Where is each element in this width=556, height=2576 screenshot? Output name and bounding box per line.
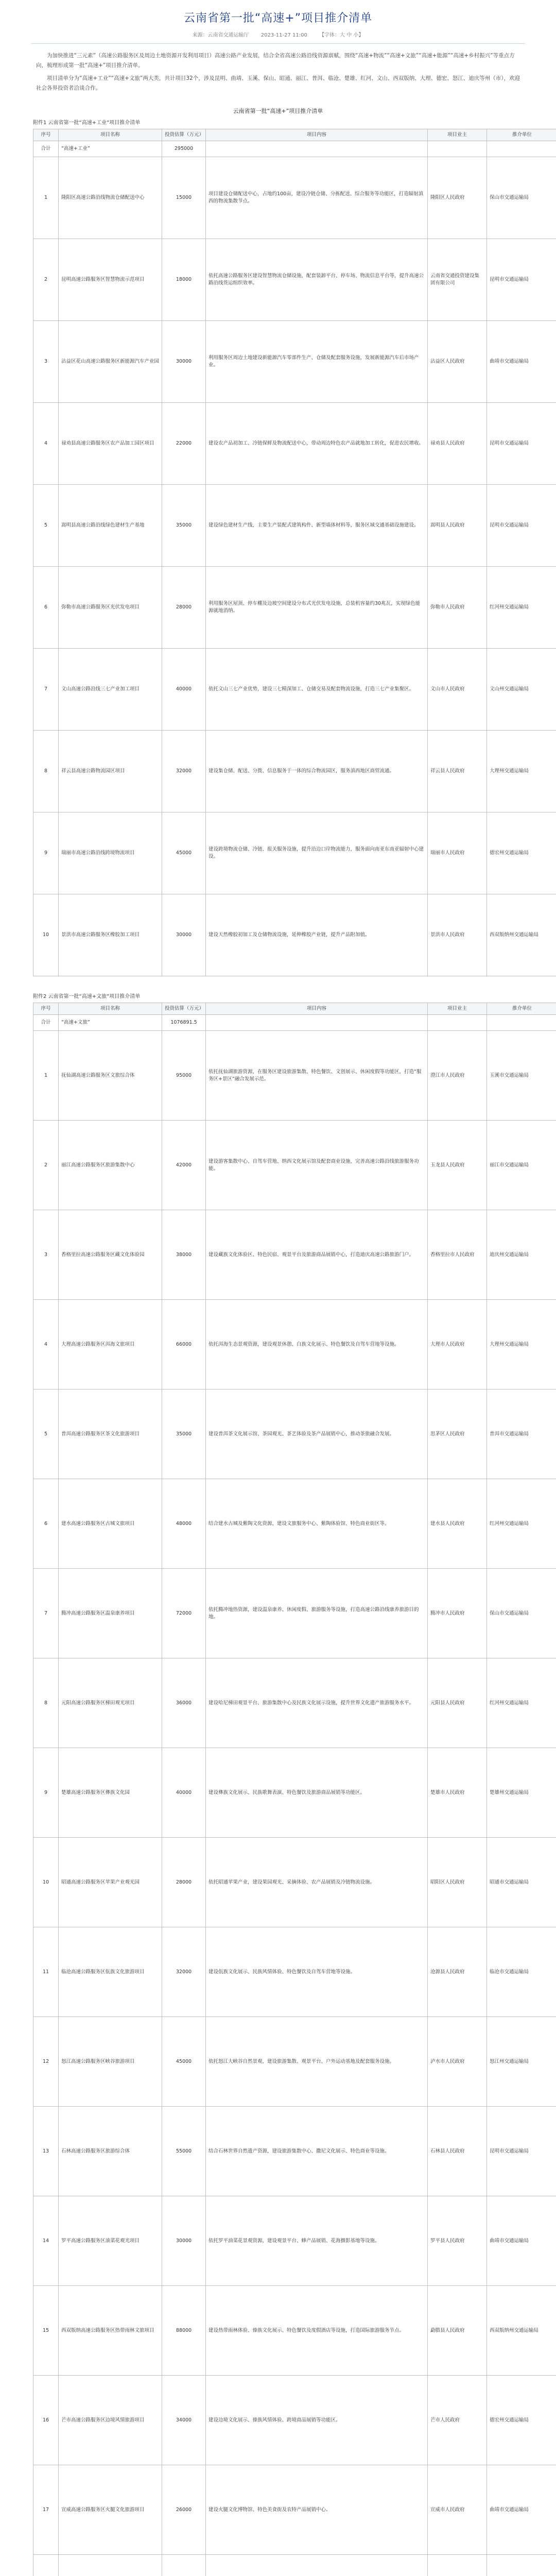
project-table-tourism (33, 1003, 556, 2576)
row-investment: 28000 (162, 1838, 206, 1927)
row-owner: 泸水市人民政府 (428, 2017, 487, 2107)
row-no: 4 (33, 403, 59, 485)
row-investment: 35000 (162, 1389, 206, 1479)
row-investment: 45000 (162, 812, 206, 894)
table-row (33, 1479, 556, 1569)
row-content: 建设彝族文化展示、民族歌舞表演、特色餐饮及旅游商品展销等功能区。 (206, 1748, 428, 1838)
row-investment: 40000 (162, 649, 206, 731)
row-unit (487, 2555, 556, 2576)
row-no: 12 (33, 2017, 59, 2107)
row-no: 11 (33, 1927, 59, 2017)
row-investment (162, 2555, 206, 2576)
row-content: 建设普洱茶文化展示馆、茶园观光、茶艺体验及茶产品展销中心，推动茶旅融合发展。 (206, 1389, 428, 1479)
row-owner: 石林县人民政府 (428, 2107, 487, 2196)
row-content: 依托怒江大峡谷自然景观，建设旅游集散、观景平台、户外运动基地及配套服务设施。 (206, 2017, 428, 2107)
header-owner: 项目业主 (428, 129, 487, 141)
row-name: 瑞丽市高速公路沿线跨境物流项目 (59, 812, 162, 894)
row-no: 2 (33, 1121, 59, 1210)
row-no: 6 (33, 1479, 59, 1569)
table-row (33, 321, 556, 403)
page-title: 云南省第一批“高速+”项目推介清单 (183, 12, 373, 25)
row-owner: 瑞丽市人民政府 (428, 812, 487, 894)
row-name: 石林高速公路服务区旅游综合体 (59, 2107, 162, 2196)
summary-category: “高速+文旅” (59, 1015, 162, 1031)
table2-label: 附件2 云南省第一批“高速+文旅”项目推介清单 (33, 994, 141, 999)
row-no: 4 (33, 1300, 59, 1389)
row-unit: 昆明市交通运输局 (487, 239, 556, 321)
row-investment: 15000 (162, 157, 206, 239)
row-unit: 昆明市交通运输局 (487, 403, 556, 485)
row-name: 大理高速公路服务区洱海文旅项目 (59, 1300, 162, 1389)
row-unit: 普洱市交通运输局 (487, 1389, 556, 1479)
row-unit: 曲靖市交通运输局 (487, 2196, 556, 2286)
table-row (33, 1121, 556, 1210)
row-owner: 沾益区人民政府 (428, 321, 487, 403)
row-unit: 西双版纳州交通运输局 (487, 2286, 556, 2376)
row-no: 17 (33, 2465, 59, 2555)
row-owner: 弥勒市人民政府 (428, 567, 487, 649)
row-owner (428, 2555, 487, 2576)
row-name: 香格里拉高速公路服务区藏文化体验园 (59, 1210, 162, 1300)
row-name: 禄劝县高速公路服务区农产品加工园区项目 (59, 403, 162, 485)
row-name: 祥云县高速公路物流园区项目 (59, 731, 162, 812)
table-row (33, 1300, 556, 1389)
row-no: 15 (33, 2286, 59, 2376)
row-name: 西双版纳高速公路服务区热带雨林文旅项目 (59, 2286, 162, 2376)
row-name: 腾冲高速公路服务区温泉康养项目 (59, 1569, 162, 1658)
row-investment: 32000 (162, 1927, 206, 2017)
row-content: 依托高速公路服务区建设智慧物流仓储设施，配套装卸平台、停车场、物流信息平台等，提升高速公路沿线货运组织效率。 (206, 239, 428, 321)
row-investment: 40000 (162, 1748, 206, 1838)
table-row (33, 403, 556, 485)
row-content: 利用服务区周边土地建设新能源汽车零部件生产、仓储及配套服务设施，发展新能源汽车后市场产业。 (206, 321, 428, 403)
row-investment: 34000 (162, 2376, 206, 2465)
table-row (33, 649, 556, 731)
row-investment: 88000 (162, 2286, 206, 2376)
row-name: 宣威高速公路服务区火腿文化旅游项目 (59, 2465, 162, 2555)
row-unit: 昭通市交通运输局 (487, 1838, 556, 1927)
row-investment: 30000 (162, 321, 206, 403)
header-content: 项目内容 (206, 1003, 428, 1015)
row-content: 建设游客集散中心、自驾车营地、纳西文化展示馆及配套商业设施，完善高速公路沿线旅游服务功能。 (206, 1121, 428, 1210)
row-owner: 思茅区人民政府 (428, 1389, 487, 1479)
intro-paragraph: 为加快推进“三元素”（高速公路服务区及周边土地资源开发利用项目）高速公路产业发展，结合全省高速公路沿线资源禀赋，围绕“高速+物流”“高速+文旅”“高速+能源”“高速+乡村振兴”等重点方向，梳理形成第一批“高速+”项目推介清单。 (36, 53, 515, 69)
row-owner: 芒市人民政府 (428, 2376, 487, 2465)
row-investment: 18000 (162, 239, 206, 321)
row-no: 3 (33, 321, 59, 403)
row-name: 文山高速公路沿线三七产业加工项目 (59, 649, 162, 731)
row-unit: 红河州交通运输局 (487, 1479, 556, 1569)
header-name: 项目名称 (59, 129, 162, 141)
article-meta (0, 30, 556, 38)
intro-paragraph: 项目清单分为“高速+工业”“高速+文旅”两大类，共计项目32个，涉及昆明、曲靖、玉溪、保山、昭通、丽江、普洱、临沧、楚雄、红河、文山、西双版纳、大理、德宏、怒江、迪庆等州（市），欢迎社会各界投资者洽谈合作。 (36, 75, 520, 91)
row-content: 建设边境文化展示、傣族风情体验、跨境商品展销等功能区。 (206, 2376, 428, 2465)
header-content: 项目内容 (206, 129, 428, 141)
row-content: 建设火腿文化博物馆、特色美食街及农特产品展销中心。 (206, 2465, 428, 2555)
row-name: 昆明高速公路服务区智慧物流示范项目 (59, 239, 162, 321)
row-unit: 文山州交通运输局 (487, 649, 556, 731)
row-unit: 迪庆州交通运输局 (487, 1210, 556, 1300)
row-content: 依托昭通苹果产业，建设果园观光、采摘体验、农产品展销及冷链物流设施。 (206, 1838, 428, 1927)
row-no: 5 (33, 485, 59, 567)
row-name: 普洱高速公路服务区茶文化旅游项目 (59, 1389, 162, 1479)
table-row (33, 1748, 556, 1838)
row-owner: 禄劝县人民政府 (428, 403, 487, 485)
row-no: 10 (33, 1838, 59, 1927)
header-unit: 推介单位 (487, 129, 556, 141)
row-owner: 隆阳区人民政府 (428, 157, 487, 239)
row-investment: 30000 (162, 894, 206, 976)
row-owner: 腾冲市人民政府 (428, 1569, 487, 1658)
row-content: 结合石林世界自然遗产资源，建设旅游集散中心、撒尼文化展示、特色商业等设施。 (206, 2107, 428, 2196)
row-owner: 建水县人民政府 (428, 1479, 487, 1569)
header-owner: 项目业主 (428, 1003, 487, 1015)
row-investment: 55000 (162, 2107, 206, 2196)
row-content: 依托腾冲地热资源，建设温泉康养、休闲度假、旅游服务等设施，打造高速公路沿线康养旅游目的地。 (206, 1569, 428, 1658)
row-no: 1 (33, 1031, 59, 1121)
section-spacer (0, 976, 556, 989)
table-row (33, 731, 556, 812)
table1-body (33, 141, 556, 976)
row-owner: 文山市人民政府 (428, 649, 487, 731)
row-content: 项目建设仓储配送中心，占地约100亩，建设冷链仓储、分拣配送、综合服务等功能区，打造辐射滇西的物流集散节点。 (206, 157, 428, 239)
row-no: 9 (33, 1748, 59, 1838)
row-unit: 红河州交通运输局 (487, 1658, 556, 1748)
row-unit: 大理州交通运输局 (487, 1300, 556, 1389)
table-row (33, 2286, 556, 2376)
row-content: 建设热带雨林体验、傣族文化展示、特色餐饮及度假酒店等设施，打造国际旅游服务节点。 (206, 2286, 428, 2376)
table-summary-row (33, 1015, 556, 1031)
table-row (33, 2555, 556, 2576)
row-name: 元阳高速公路服务区梯田观光项目 (59, 1658, 162, 1748)
table-row (33, 2196, 556, 2286)
table-row (33, 894, 556, 976)
summary-category: “高速+工业” (59, 141, 162, 157)
row-name: 怒江高速公路服务区峡谷旅游项目 (59, 2017, 162, 2107)
row-investment: 95000 (162, 1031, 206, 1121)
row-name: 弥勒市高速公路服务区光伏发电项目 (59, 567, 162, 649)
row-name: 临沧高速公路服务区佤族文化旅游项目 (59, 1927, 162, 2017)
table-row (33, 567, 556, 649)
row-content: 建设藏族文化体验区、特色民宿、观景平台及旅游商品展销中心，打造迪庆高速公路旅游门户。 (206, 1210, 428, 1300)
row-content: 依托文山三七产业优势，建设三七精深加工、仓储交易及配套物流设施，打造三七产业集聚区。 (206, 649, 428, 731)
row-owner: 勐腊县人民政府 (428, 2286, 487, 2376)
table-row (33, 1569, 556, 1658)
row-owner: 楚雄市人民政府 (428, 1748, 487, 1838)
row-name: 抚仙湖高速公路服务区文旅综合体 (59, 1031, 162, 1121)
row-unit: 西双版纳州交通运输局 (487, 894, 556, 976)
row-no: 3 (33, 1210, 59, 1300)
row-unit: 昆明市交通运输局 (487, 485, 556, 567)
table-row (33, 2465, 556, 2555)
row-name: 丽江高速公路服务区旅游集散中心 (59, 1121, 162, 1210)
row-content: 依托罗平油菜花景观资源，建设观景平台、蜂产品展销、花海摄影基地等设施。 (206, 2196, 428, 2286)
row-no: 10 (33, 894, 59, 976)
row-owner: 沧源县人民政府 (428, 1927, 487, 2017)
row-name: 景洪市高速公路服务区橡胶加工项目 (59, 894, 162, 976)
row-name: 昭通高速公路服务区苹果产业观光园 (59, 1838, 162, 1927)
row-content (206, 2555, 428, 2576)
table2-body (33, 1015, 556, 2576)
row-unit: 怒江州交通运输局 (487, 2017, 556, 2107)
header-no: 序号 (33, 129, 59, 141)
intro-text (36, 51, 520, 93)
row-owner: 宣威市人民政府 (428, 2465, 487, 2555)
row-unit: 曲靖市交通运输局 (487, 2465, 556, 2555)
header-no: 序号 (33, 1003, 59, 1015)
row-no: 9 (33, 812, 59, 894)
row-content: 建设佤族文化展示、民族风情体验、特色餐饮及自驾车营地等设施。 (206, 1927, 428, 2017)
row-name: 隆阳区高速公路沿线物流仓储配送中心 (59, 157, 162, 239)
row-no: 8 (33, 1658, 59, 1748)
row-content: 依托抚仙湖旅游资源，在服务区建设旅游集散、特色餐饮、文创展示、休闲度假等功能区，打造“服务区+景区”融合发展示范。 (206, 1031, 428, 1121)
table-row (33, 1838, 556, 1927)
table1-label: 附件1 云南省第一批“高速+工业”项目推介清单 (33, 120, 141, 126)
row-owner: 嵩明县人民政府 (428, 485, 487, 567)
row-unit: 丽江市交通运输局 (487, 1121, 556, 1210)
table-row (33, 239, 556, 321)
row-investment: 38000 (162, 1210, 206, 1300)
table-header-row (33, 129, 556, 141)
summary-total: 295000 (162, 141, 206, 157)
table-caption: 云南省第一批“高速+”项目推介清单 (233, 108, 323, 114)
row-content: 建设跨境物流仓储、冷链、报关服务设施，提升沿边口岸物流能力，服务面向南亚东南亚辐射中心建设。 (206, 812, 428, 894)
row-investment: 45000 (162, 2017, 206, 2107)
row-investment: 36000 (162, 1658, 206, 1748)
row-unit: 德宏州交通运输局 (487, 2376, 556, 2465)
row-content: 依托洱海生态景观资源，建设观景休憩、白族文化展示、特色餐饮及自驾车营地等设施。 (206, 1300, 428, 1389)
row-unit: 红河州交通运输局 (487, 567, 556, 649)
row-owner: 祥云县人民政府 (428, 731, 487, 812)
row-name: 嵩明县高速公路沿线绿色建材生产基地 (59, 485, 162, 567)
row-no: 8 (33, 731, 59, 812)
row-content: 建设集仓储、配送、分拨、信息服务于一体的综合物流园区，服务滇西地区商贸流通。 (206, 731, 428, 812)
header-name: 项目名称 (59, 1003, 162, 1015)
row-owner: 昭阳区人民政府 (428, 1838, 487, 1927)
row-investment: 66000 (162, 1300, 206, 1389)
row-unit: 昆明市交通运输局 (487, 2107, 556, 2196)
table-row (33, 2376, 556, 2465)
row-content: 建设哈尼梯田观景平台、旅游集散中心及民族文化展示设施，提升世界文化遗产旅游服务水平。 (206, 1658, 428, 1748)
row-no: 16 (33, 2376, 59, 2465)
row-no: 5 (33, 1389, 59, 1479)
row-no: 1 (33, 157, 59, 239)
title-divider (31, 43, 525, 44)
table-row (33, 2017, 556, 2107)
row-content: 结合建水古城及紫陶文化资源，建设文旅服务中心、紫陶体验馆、特色商业街区等。 (206, 1479, 428, 1569)
row-name (59, 2555, 162, 2576)
table-row (33, 812, 556, 894)
header-investment: 投资估算（万元） (162, 129, 206, 141)
table-summary-row (33, 141, 556, 157)
row-name: 建水高速公路服务区古城文旅项目 (59, 1479, 162, 1569)
row-unit: 保山市交通运输局 (487, 1569, 556, 1658)
row-unit: 大理州交通运输局 (487, 731, 556, 812)
table-row (33, 2107, 556, 2196)
row-unit: 临沧市交通运输局 (487, 1927, 556, 2017)
row-investment: 28000 (162, 567, 206, 649)
row-no: 14 (33, 2196, 59, 2286)
row-investment: 22000 (162, 403, 206, 485)
table-row (33, 1658, 556, 1748)
row-name: 罗平高速公路服务区油菜花观光项目 (59, 2196, 162, 2286)
summary-label: 合计 (33, 1015, 59, 1031)
row-content: 建设天然橡胶初加工及仓储物流设施，延伸橡胶产业链，提升产品附加值。 (206, 894, 428, 976)
row-investment: 26000 (162, 2465, 206, 2555)
row-no: 7 (33, 649, 59, 731)
table-row (33, 485, 556, 567)
row-no (33, 2555, 59, 2576)
row-owner: 澄江市人民政府 (428, 1031, 487, 1121)
row-investment: 72000 (162, 1569, 206, 1658)
row-investment: 48000 (162, 1479, 206, 1569)
row-investment: 35000 (162, 485, 206, 567)
summary-total: 1076891.5 (162, 1015, 206, 1031)
row-name: 楚雄高速公路服务区彝族文化园 (59, 1748, 162, 1838)
row-unit: 德宏州交通运输局 (487, 812, 556, 894)
project-table-industry (33, 129, 556, 976)
row-owner: 玉龙县人民政府 (428, 1121, 487, 1210)
row-unit: 保山市交通运输局 (487, 157, 556, 239)
meta-source: 来源：云南省交通运输厅 (192, 32, 249, 38)
table-row (33, 1031, 556, 1121)
row-name: 芒市高速公路服务区边境风情旅游项目 (59, 2376, 162, 2465)
row-owner: 云南省交通投资建设集团有限公司 (428, 239, 487, 321)
table-row (33, 1927, 556, 2017)
row-unit: 曲靖市交通运输局 (487, 321, 556, 403)
table-row (33, 1210, 556, 1300)
row-owner: 香格里拉市人民政府 (428, 1210, 487, 1300)
row-investment: 32000 (162, 731, 206, 812)
row-owner: 大理市人民政府 (428, 1300, 487, 1389)
header-unit: 推介单位 (487, 1003, 556, 1015)
row-no: 13 (33, 2107, 59, 2196)
row-no: 6 (33, 567, 59, 649)
row-content: 建设绿色建材生产线，主要生产装配式建筑构件、新型墙体材料等，服务区域交通基础设施建设。 (206, 485, 428, 567)
row-name: 沾益区花山高速公路服务区新能源汽车产业园 (59, 321, 162, 403)
row-unit: 楚雄州交通运输局 (487, 1748, 556, 1838)
table-header-row (33, 1003, 556, 1015)
table-row (33, 157, 556, 239)
row-no: 2 (33, 239, 59, 321)
meta-font-size[interactable]: 【字体：大 中 小】 (319, 32, 364, 38)
row-content: 建设农产品初加工、冷链保鲜及物流配送中心，带动周边特色农产品就地加工转化，促进农民增收。 (206, 403, 428, 485)
row-investment: 30000 (162, 2196, 206, 2286)
row-owner: 景洪市人民政府 (428, 894, 487, 976)
table-row (33, 1389, 556, 1479)
row-owner: 元阳县人民政府 (428, 1658, 487, 1748)
meta-date: 2023-11-27 11:00 (260, 32, 307, 38)
row-owner: 罗平县人民政府 (428, 2196, 487, 2286)
row-content: 利用服务区屋顶、停车棚及边坡空间建设分布式光伏发电设施，总装机容量约30兆瓦，实现绿色能源就地消纳。 (206, 567, 428, 649)
summary-label: 合计 (33, 141, 59, 157)
row-no: 7 (33, 1569, 59, 1658)
row-unit: 玉溪市交通运输局 (487, 1031, 556, 1121)
header-investment: 投资估算（万元） (162, 1003, 206, 1015)
row-investment: 42000 (162, 1121, 206, 1210)
